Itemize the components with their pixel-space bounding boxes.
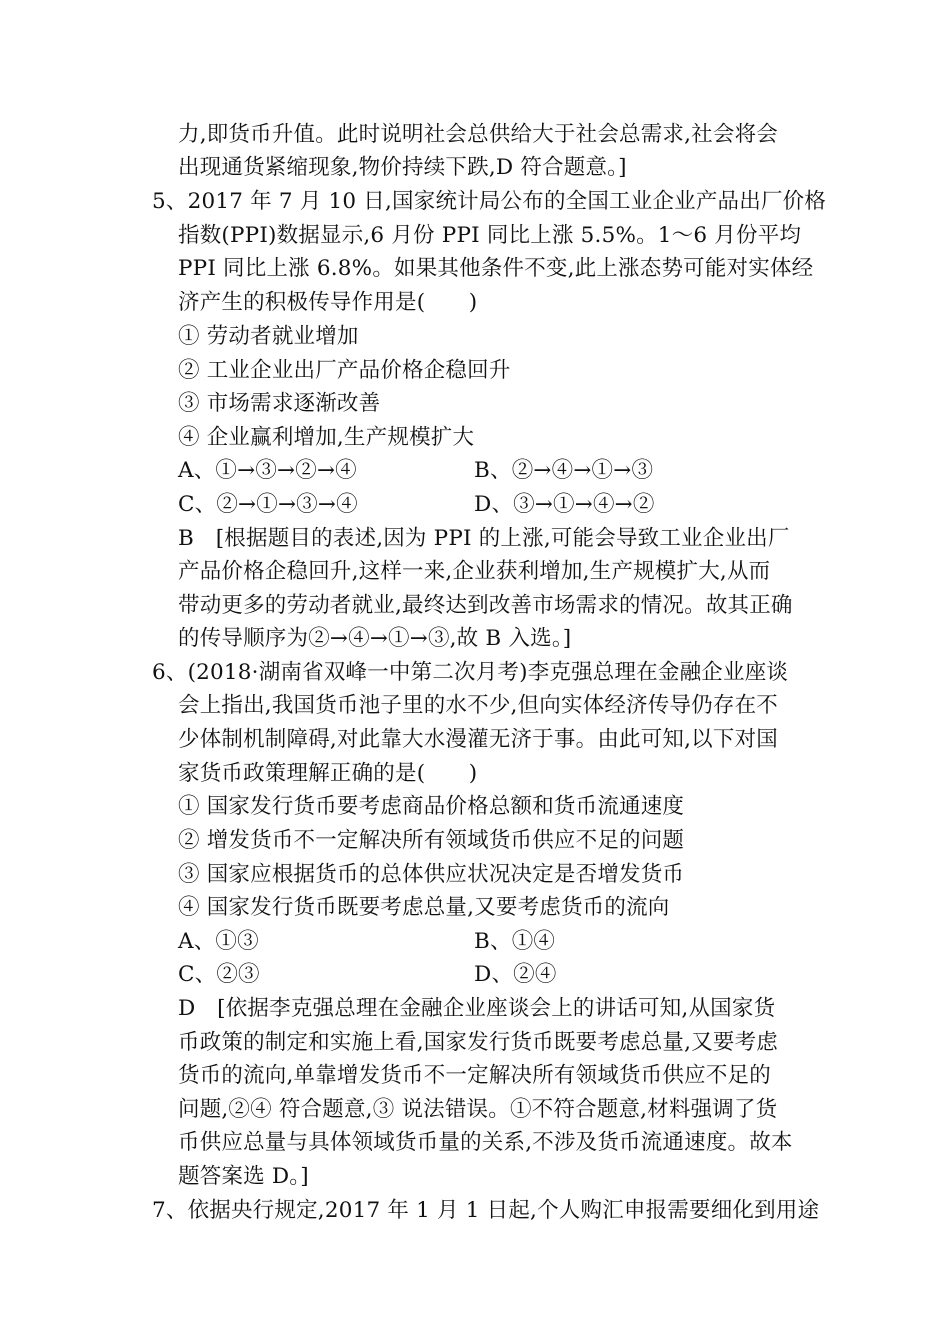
q5-stem-line: 指数(PPI)数据显示,6 月份 PPI 同比上涨 5.5%。1～6 月份平均	[178, 223, 802, 248]
q5-option-d: D、③→①→④→②	[474, 492, 655, 517]
q4-answer-line: 力,即货币升值。此时说明社会总供给大于社会总需求,社会将会	[178, 122, 778, 147]
q5-stem-line: 济产生的积极传导作用是( )	[178, 290, 478, 315]
q5-answer-line: 带动更多的劳动者就业,最终达到改善市场需求的情况。故其正确	[178, 593, 793, 618]
q6-option-d: D、②④	[474, 962, 557, 987]
q6-stem-line: 少体制机制障碍,对此靠大水漫灌无济于事。由此可知,以下对国	[178, 727, 778, 752]
q6-answer-line: 问题,②④ 符合题意,③ 说法错误。①不符合题意,材料强调了货	[178, 1097, 778, 1122]
q4-answer-line: 出现通货紧缩现象,物价持续下跌,D 符合题意。]	[178, 155, 627, 180]
q5-stem-line: PPI 同比上涨 6.8%。如果其他条件不变,此上涨态势可能对实体经	[178, 256, 814, 281]
q5-statement: ④ 企业赢利增加,生产规模扩大	[178, 425, 475, 450]
q6-statement: ④ 国家发行货币既要考虑总量,又要考虑货币的流向	[178, 895, 670, 920]
q6-option-b: B、①④	[474, 929, 556, 954]
q5-statement: ① 劳动者就业增加	[178, 324, 359, 349]
q6-statement: ② 增发货币不一定解决所有领域货币供应不足的问题	[178, 828, 685, 853]
q5-option-a: A、①→③→②→④	[178, 458, 357, 483]
q6-stem-line: 会上指出,我国货币池子里的水不少,但向实体经济传导仍存在不	[178, 693, 778, 718]
q5-option-b: B、②→④→①→③	[474, 458, 654, 483]
q6-option-a: A、①③	[178, 929, 259, 954]
q7-stem-line: 7、依据央行规定,2017 年 1 月 1 日起,个人购汇申报需要细化到用途	[152, 1198, 820, 1223]
q5-answer-line: B [根据题目的表述,因为 PPI 的上涨,可能会导致工业企业出厂	[178, 526, 790, 551]
q6-answer-line: D [依据李克强总理在金融企业座谈会上的讲话可知,从国家货	[178, 996, 776, 1021]
q6-stem-line: 6、(2018·湖南省双峰一中第二次月考)李克强总理在金融企业座谈	[152, 660, 789, 685]
q6-stem-line: 家货币政策理解正确的是( )	[178, 761, 478, 786]
q5-stem-line: 5、2017 年 7 月 10 日,国家统计局公布的全国工业企业产品出厂价格	[152, 189, 827, 214]
q5-answer-line: 产品价格企稳回升,这样一来,企业获利增加,生产规模扩大,从而	[178, 559, 771, 584]
q6-answer-line: 题答案选 D。]	[178, 1164, 309, 1189]
q6-option-c: C、②③	[178, 962, 260, 987]
q5-statement: ③ 市场需求逐渐改善	[178, 391, 381, 416]
q6-answer-line: 币供应总量与具体领域货币量的关系,不涉及货币流通速度。故本	[178, 1130, 793, 1155]
q6-answer-line: 货币的流向,单靠增发货币不一定解决所有领域货币供应不足的	[178, 1063, 771, 1088]
q6-statement: ① 国家发行货币要考虑商品价格总额和货币流通速度	[178, 794, 685, 819]
q5-option-c: C、②→①→③→④	[178, 492, 358, 517]
q6-answer-line: 币政策的制定和实施上看,国家发行货币既要考虑总量,又要考虑	[178, 1030, 778, 1055]
q6-statement: ③ 国家应根据货币的总体供应状况决定是否增发货币	[178, 862, 685, 887]
q5-statement: ② 工业企业出厂产品价格企稳回升	[178, 358, 511, 383]
q5-answer-line: 的传导顺序为②→④→①→③,故 B 入选。]	[178, 626, 572, 651]
